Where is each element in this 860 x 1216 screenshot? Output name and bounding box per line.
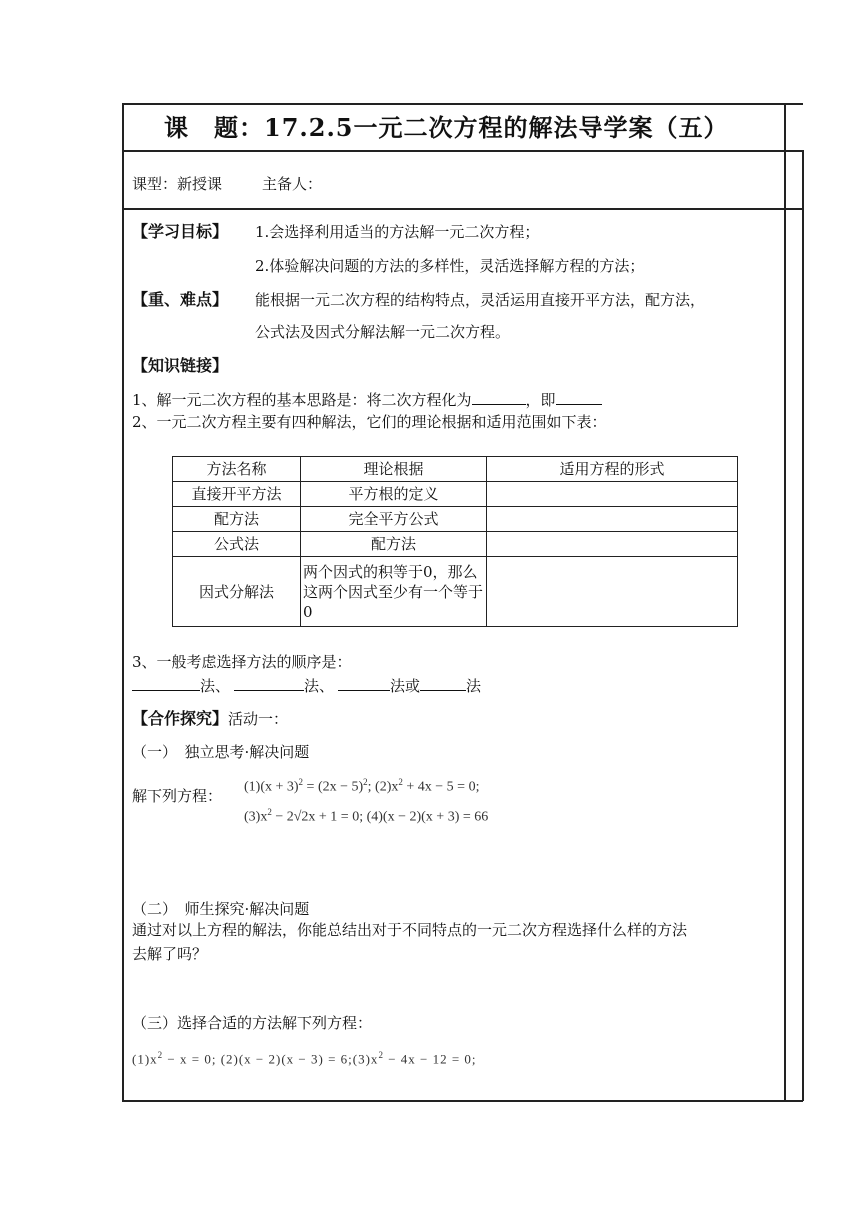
part2-title: （二） 师生探究·解决问题 xyxy=(132,900,310,918)
table-cell-answer[interactable] xyxy=(487,557,738,627)
fill-blank[interactable] xyxy=(132,675,200,691)
exponent: 2 xyxy=(378,1050,384,1060)
explore-label: 【合作探究】 xyxy=(132,709,229,728)
equations-row-1 xyxy=(244,772,479,798)
method-word: 法 xyxy=(466,677,482,695)
part2-line-1: 通过对以上方程的解法，你能总结出对于不同特点的一元二次方程选择什么样的方法 xyxy=(132,921,688,939)
objectives-label: 【学习目标】 xyxy=(132,222,229,241)
course-type: 课型：新授课 xyxy=(132,175,223,193)
fill-blank[interactable] xyxy=(556,389,602,405)
fill-blank[interactable] xyxy=(420,675,466,691)
fill-blank[interactable] xyxy=(338,675,390,691)
knowledge-label: 【知识链接】 xyxy=(132,356,229,375)
meta-divider xyxy=(122,208,803,210)
table-cell: 两个因式的积等于0，那么这两个因式至少有一个等于0 xyxy=(301,557,487,627)
keypoints-line-2: 公式法及因式分解法解一元二次方程。 xyxy=(255,323,511,341)
part3-equations xyxy=(132,1045,477,1069)
frame-right-line-body xyxy=(802,150,804,1101)
table-cell: 配方法 xyxy=(301,532,487,557)
equation-1-rhs: = (2x − 5) xyxy=(303,779,364,795)
exponent: 2 xyxy=(267,807,272,817)
table-cell: 配方法 xyxy=(173,507,301,532)
table-header: 适用方程的形式 xyxy=(487,457,738,482)
method-word: 法、 xyxy=(304,677,335,695)
explore-heading xyxy=(132,709,288,729)
page-title: 课 题：17.2.5一元二次方程的解法导学案（五） xyxy=(164,113,729,142)
preparer: 主备人： xyxy=(262,175,323,193)
equation-p3-2: − x = 0; (2)(x − 2)(x − 3) = 6;(3)x xyxy=(163,1051,379,1067)
table-cell-answer[interactable] xyxy=(487,507,738,532)
objective-1: 1.会选择利用适当的方法解一元二次方程； xyxy=(255,223,540,241)
table-cell: 直接开平方法 xyxy=(173,482,301,507)
exponent: 2 xyxy=(298,777,304,787)
exponent: 2 xyxy=(398,777,403,787)
part1-title: （一） 独立思考·解决问题 xyxy=(132,743,310,761)
knowledge-q2: 2、一元二次方程主要有四种解法，它们的理论根据和适用范围如下表： xyxy=(132,413,607,431)
knowledge-q1-mid: ，即 xyxy=(525,391,556,409)
part1-prompt: 解下列方程： xyxy=(132,787,223,805)
objective-2: 2.体验解决问题的方法的多样性，灵活选择解方程的方法； xyxy=(255,257,645,275)
knowledge-q3: 3、一般考虑选择方法的顺序是： xyxy=(132,653,352,671)
table-row xyxy=(173,532,738,557)
method-word: 法或 xyxy=(390,677,421,695)
table-header: 方法名称 xyxy=(173,457,301,482)
table-row xyxy=(173,557,738,627)
frame-bottom-line xyxy=(122,1100,803,1102)
fill-blank[interactable] xyxy=(472,389,526,405)
table-cell-answer[interactable] xyxy=(487,482,738,507)
method-order-line xyxy=(132,675,481,696)
equations-row-2 xyxy=(244,802,488,828)
equation-2: ; (2)x xyxy=(367,779,399,795)
table-header: 理论根据 xyxy=(301,457,487,482)
part3-title: （三）选择合适的方法解下列方程： xyxy=(132,1014,373,1032)
equation-p3-3: − 4x − 12 = 0; xyxy=(383,1051,477,1067)
equation-2-rest: + 4x − 5 = 0; xyxy=(402,779,480,795)
method-word: 法、 xyxy=(200,677,231,695)
equation-1: (1)(x + 3) xyxy=(244,779,299,795)
methods-table xyxy=(172,456,738,627)
table-cell: 公式法 xyxy=(173,532,301,557)
frame-left-line xyxy=(122,103,124,1101)
table-row xyxy=(173,507,738,532)
part2-line-2: 去解了吗？ xyxy=(132,945,208,963)
knowledge-q1 xyxy=(132,389,602,410)
keypoints-label: 【重、难点】 xyxy=(132,290,229,309)
frame-top-line xyxy=(122,103,803,105)
table-cell: 因式分解法 xyxy=(173,557,301,627)
fill-blank[interactable] xyxy=(234,675,304,691)
activity-label: 活动一： xyxy=(228,710,289,728)
table-row xyxy=(173,482,738,507)
title-divider xyxy=(122,150,803,152)
inner-right-line xyxy=(784,150,786,1101)
equation-3: (3)x xyxy=(244,809,268,825)
equation-3-and-4: − 2√2x + 1 = 0; (4)(x − 2)(x + 3) = 66 xyxy=(271,809,489,825)
frame-right-line-title xyxy=(784,103,786,150)
keypoints-line-1: 能根据一元二次方程的结构特点，灵活运用直接开平方法，配方法， xyxy=(255,291,706,309)
table-cell-answer[interactable] xyxy=(487,532,738,557)
exponent: 2 xyxy=(363,777,368,787)
table-cell: 完全平方公式 xyxy=(301,507,487,532)
equation-p3-1: (1)x xyxy=(132,1051,158,1067)
table-cell: 平方根的定义 xyxy=(301,482,487,507)
exponent: 2 xyxy=(157,1050,164,1060)
knowledge-q1-prefix: 1、解一元二次方程的基本思路是：将二次方程化为 xyxy=(132,391,472,409)
